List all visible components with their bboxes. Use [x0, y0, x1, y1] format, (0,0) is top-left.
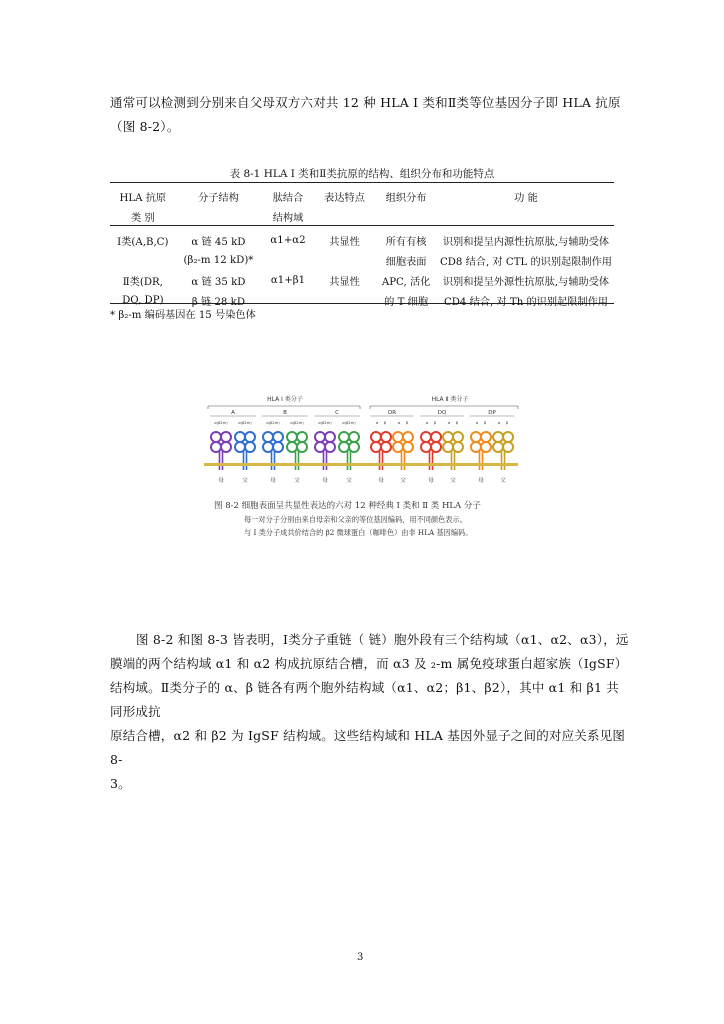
parent-label: 母 [378, 478, 384, 484]
table-cell [110, 250, 176, 270]
table-cell: β 链 28 kD [191, 296, 245, 308]
intro-paragraph [110, 91, 630, 139]
table-row [110, 250, 614, 270]
parent-labels [218, 476, 506, 484]
parent-label: 母 [428, 478, 434, 484]
table-cell: 细胞表面 [385, 256, 427, 268]
table-cell [315, 250, 375, 270]
parent-label: 父 [242, 478, 248, 484]
header-structure: 分子结构 [198, 192, 239, 204]
table-cell: 识别和提呈内源性抗原肽,与辅助受体 [442, 236, 610, 248]
parent-label: 母 [322, 478, 328, 484]
table-cell: 的 T 细胞 [384, 296, 429, 308]
group-labels [210, 410, 514, 425]
table-footnote: * β₂-m 编码基因在 15 号染色体 [110, 310, 256, 321]
body-line-2: 膜端的两个结构域 α1 和 α2 构成抗原结合槽，而 α3 及 ₂-m 属免疫球蛋白超家族（IgSF） [110, 656, 628, 671]
table-row [110, 270, 614, 290]
body-line-4: 原结合槽，α2 和 β2 为 IgSF 结构域。这些结构域和 HLA 基因外显子之间的对应关系见图 8- [110, 728, 626, 767]
chain-label: α(β2m) [238, 421, 252, 425]
table-header-row-2 [110, 206, 614, 226]
figure-caption-title: 图 8-2 细胞表面呈共显性表达的六对 12 种经典 Ⅰ 类和 Ⅱ 类 HLA 分子 [214, 501, 481, 511]
chain-label: α [425, 420, 429, 425]
intro-line-1: 通常可以检测到分别来自父母双方六对共 12 种 HLA Ⅰ 类和Ⅱ类等位基因分子即 HLA 抗原 [110, 95, 621, 110]
table-cell: α 链 35 kD [191, 276, 246, 288]
chain-label: α [447, 420, 451, 425]
chain-label: β [383, 420, 387, 425]
class1-title: HLA Ⅰ 类分子 [267, 396, 303, 403]
table-cell: 共显性 [329, 236, 360, 248]
class2-group-label: DP [488, 410, 496, 416]
figure-caption-line-3: 与 Ⅰ 类分子成共价结合的 β2 微球蛋白（咖啡色）由非 HLA 基因编码。 [244, 528, 473, 537]
table-cell: α1+α2 [270, 234, 306, 246]
header-tissue: 组织分布 [385, 192, 427, 204]
table-caption: 表 8-1 HLA Ⅰ 类和Ⅱ类抗原的结构、组织分布和功能特点 [229, 168, 495, 180]
table-cell: 共显性 [329, 276, 360, 288]
cell-membrane [204, 463, 518, 466]
chain-label: β [455, 420, 459, 425]
chain-label: β [433, 420, 437, 425]
table-cell: CD4 结合, 对 Th 的识别起限制作用 [443, 296, 608, 308]
chain-label: α [397, 420, 401, 425]
header-class: 类 别 [131, 212, 155, 224]
parent-label: 母 [478, 478, 484, 484]
table-header-row [110, 186, 614, 206]
page-number: 3 [357, 952, 364, 963]
hla-molecules-figure [200, 392, 520, 492]
chain-label: α [497, 420, 501, 425]
table-cell: DQ, DP) [122, 294, 164, 306]
body-line-5: 3。 [110, 776, 131, 791]
chain-label: α(β2m) [318, 421, 332, 425]
table-cell: 识别和提呈外源性抗原肽,与辅助受体 [442, 276, 610, 288]
parent-label: 父 [294, 478, 300, 484]
header-function: 功 能 [514, 192, 538, 204]
parent-label: 父 [346, 478, 352, 484]
table-cell: Ⅰ类(A,B,C) [117, 236, 169, 248]
chain-label: β [405, 420, 409, 425]
chain-label: α(β2m) [290, 421, 304, 425]
table-cell: CD8 结合, 对 CTL 的识别起限制作用 [439, 256, 612, 268]
class1-group-label: C [335, 410, 339, 416]
body-paragraph [110, 628, 630, 796]
chain-label: α(β2m) [214, 421, 228, 425]
chain-label: β [483, 420, 487, 425]
parent-label: 父 [500, 478, 506, 484]
class2-group-label: DR [387, 410, 397, 416]
hla-table [110, 186, 614, 310]
figure-caption-line-2: 每一对分子分别由来自母亲和父亲的等位基因编码，用不同颜色表示。 [244, 515, 467, 524]
parent-label: 父 [400, 478, 406, 484]
class1-bracket [208, 406, 360, 409]
table-top-rule [110, 182, 614, 183]
figure-caption [214, 500, 524, 539]
parent-label: 母 [270, 478, 276, 484]
chain-label: α(β2m) [266, 421, 280, 425]
table-cell [261, 290, 315, 310]
parent-label: 母 [218, 478, 224, 484]
table-cell: 所有有核 [385, 236, 427, 248]
chain-label: α [375, 420, 379, 425]
class2-bracket [370, 406, 518, 409]
header-expression: 表达特点 [324, 192, 365, 204]
table-cell: α1+β1 [270, 274, 306, 286]
intro-line-2: （图 8-2）。 [110, 119, 180, 134]
class1-group-label: A [231, 410, 235, 416]
header-peptide-binding: 肽结合 [272, 192, 304, 204]
chain-label: α(β2m) [342, 421, 356, 425]
table-row [110, 230, 614, 250]
header-hla-antigen: HLA 抗原 [119, 192, 167, 204]
class2-group-label: DQ [437, 410, 447, 416]
chain-label: β [505, 420, 509, 425]
body-line-3: 结构域。Ⅱ类分子的 α、β 链各有两个胞外结构域（α1、α2；β1、β2），其中 α1 和 β1 共同形成抗 [110, 680, 619, 719]
header-domain: 结构域 [272, 212, 304, 224]
table-cell [315, 290, 375, 310]
class1-group-label: B [283, 410, 287, 416]
parent-label: 父 [450, 478, 456, 484]
body-line-1: 图 8-2 和图 8-3 皆表明，Ⅰ类分子重链（ 链）胞外段有三个结构域（α1、α2、α3），远 [136, 632, 629, 647]
table-cell: APC, 活化 [381, 276, 431, 288]
table-cell: α 链 45 kD [191, 236, 246, 248]
table-cell: (β₂-m 12 kD)* [183, 254, 254, 266]
table-cell: Ⅱ类(DR, [122, 276, 163, 288]
table-cell [261, 250, 315, 270]
chain-label: α [475, 420, 479, 425]
class2-title: HLA Ⅱ 类分子 [431, 396, 469, 403]
